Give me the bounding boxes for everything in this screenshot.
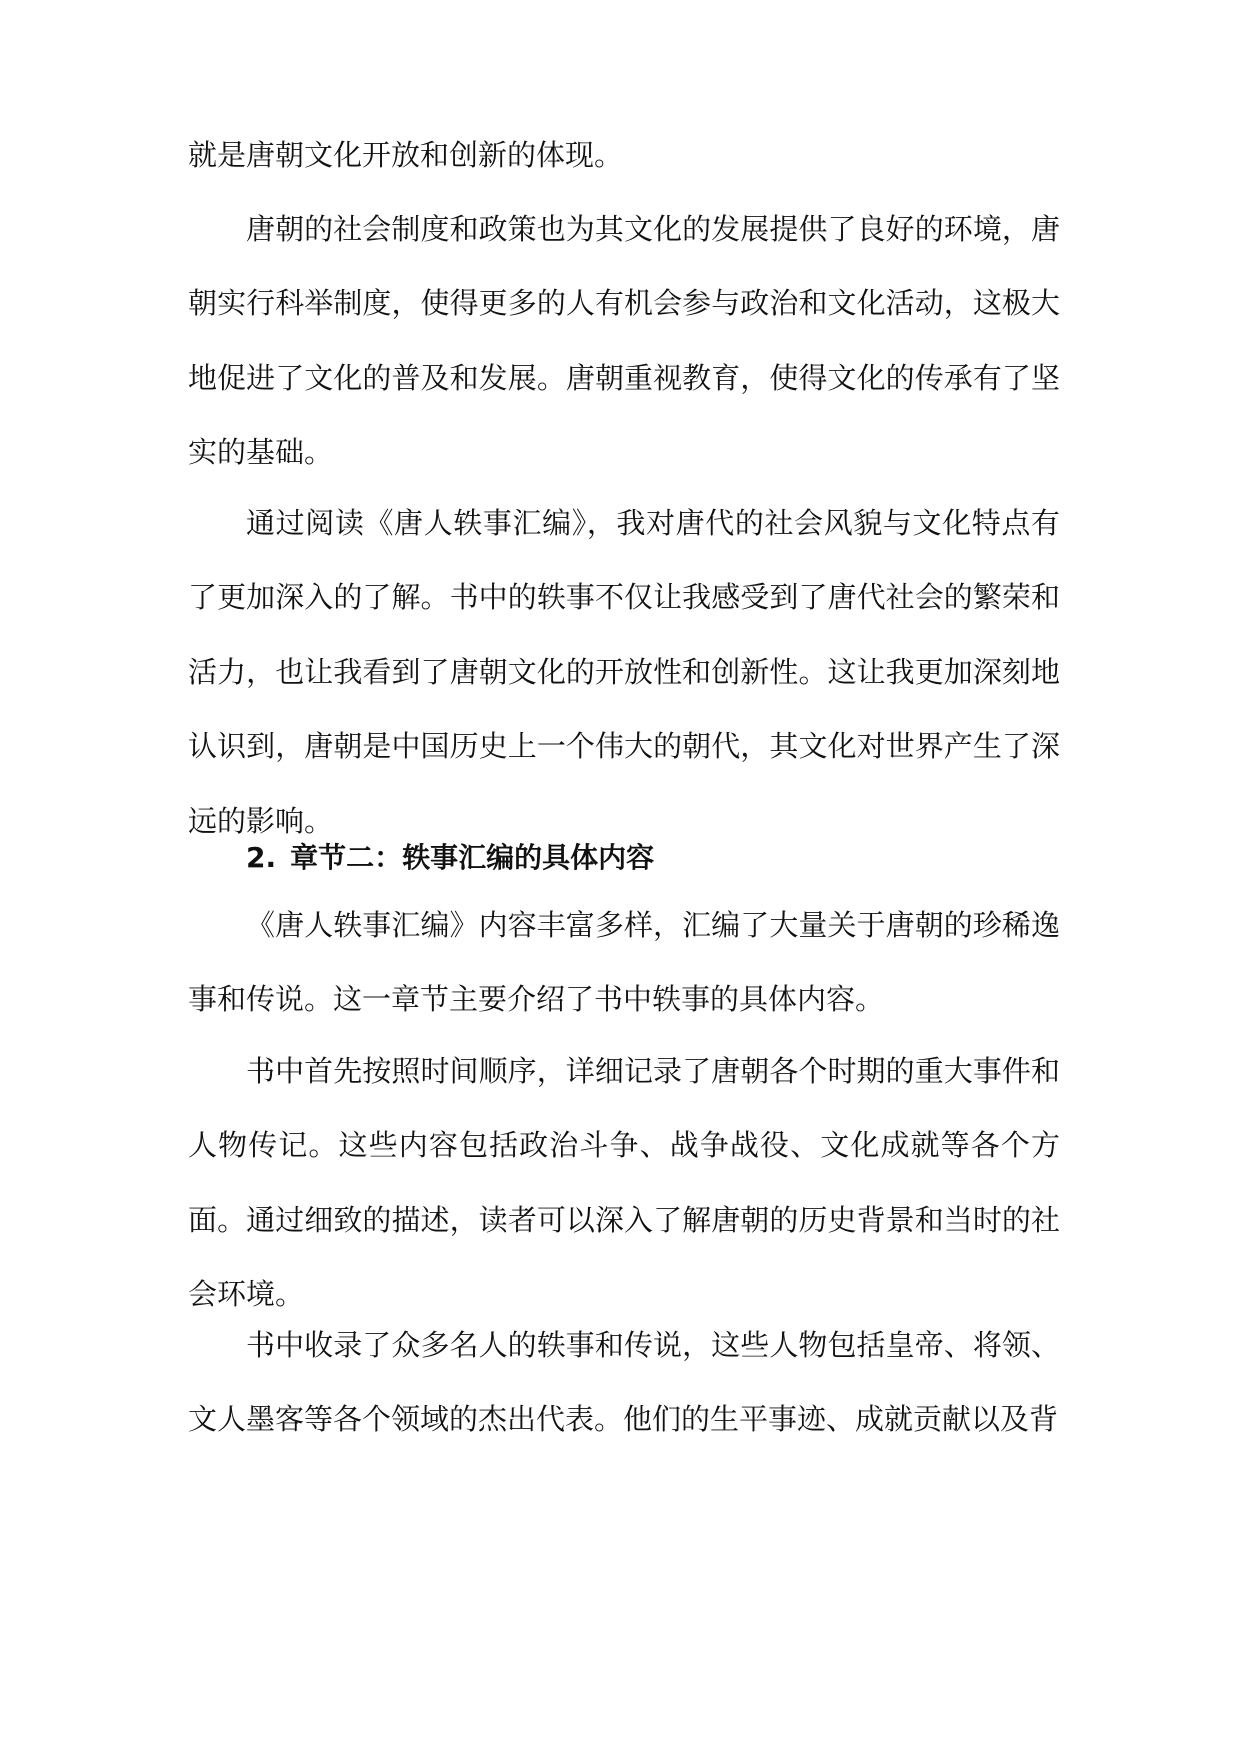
paragraph-social-system: 唐朝的社会制度和政策也为其文化的发展提供了良好的环境，唐朝实行科举制度，使得更多的人有机会参与政治和文化活动，这极大地促进了文化的普及和发展。唐朝重视教育，使得文化的传承有了坚实的基础。 [188, 212, 1060, 470]
section-heading-title: 章节二：轶事汇编的具体内容 [290, 841, 655, 874]
paragraph-chronology: 书中首先按照时间顺序，详细记录了唐朝各个时期的重大事件和人物传记。这些内容包括政治斗争、战争战役、文化成就等各个方面。通过细致的描述，读者可以深入了解唐朝的历史背景和当时的社会环境。 [188, 1054, 1060, 1312]
section-heading-number: 2. [246, 841, 277, 874]
paragraph-notable-figures: 书中收录了众多名人的轶事和传说，这些人物包括皇帝、将领、文人墨客等各个领域的杰出代表。他们的生平事迹、成就贡献以及背 [188, 1328, 1060, 1437]
paragraph-continuation: 就是唐朝文化开放和创新的体现。 [188, 138, 624, 172]
section-heading [246, 838, 1060, 878]
paragraph-reading-reflection: 通过阅读《唐人轶事汇编》，我对唐代的社会风貌与文化特点有了更加深入的了解。书中的轶事不仅让我感受到了唐代社会的繁荣和活力，也让我看到了唐朝文化的开放性和创新性。这让我更加深刻地认识到，唐朝是中国历史上一个伟大的朝代，其文化对世界产生了深远的影响。 [188, 506, 1060, 838]
paragraph-section-intro: 《唐人轶事汇编》内容丰富多样，汇编了大量关于唐朝的珍稀逸事和传说。这一章节主要介绍了书中轶事的具体内容。 [188, 908, 1060, 1017]
